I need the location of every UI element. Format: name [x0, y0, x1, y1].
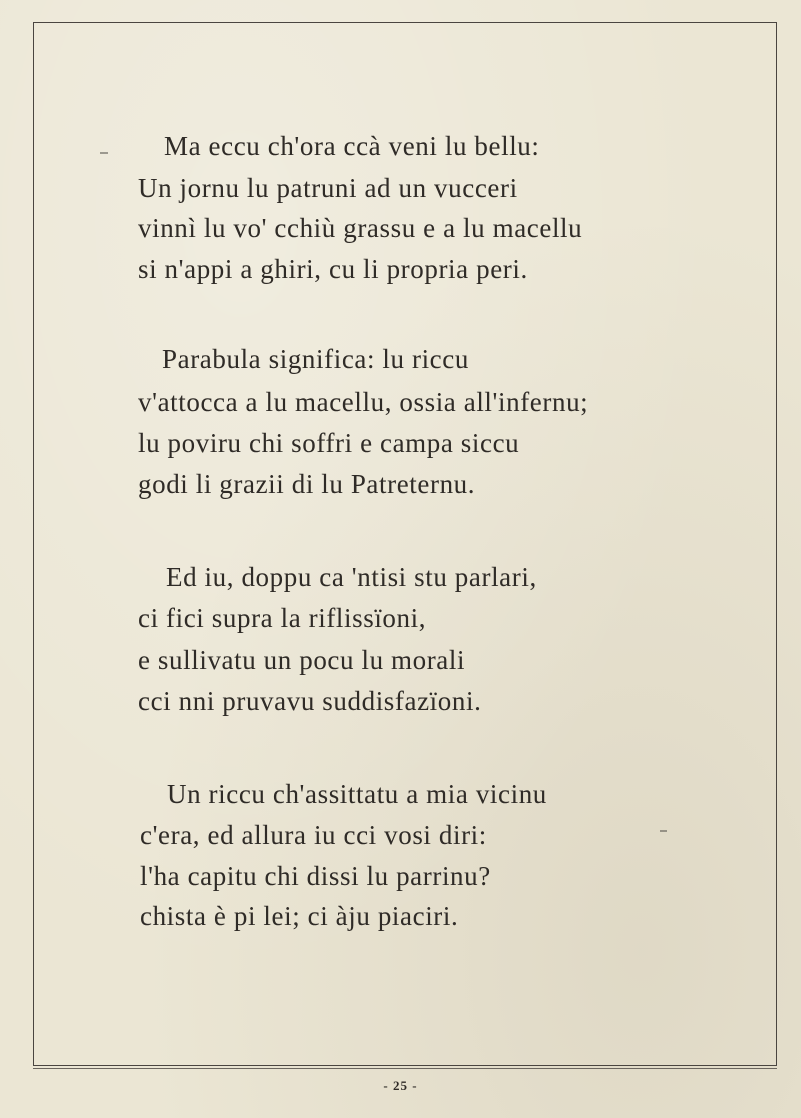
- poem-line: c'era, ed allura iu cci vosi diri:: [140, 820, 487, 850]
- poem-line: Ma eccu ch'ora ccà veni lu bellu:: [164, 131, 540, 161]
- poem-line: vinnì lu vo' cchiù grassu e a lu macellu: [138, 213, 583, 243]
- poem-line: chista è pi lei; ci àju piaciri.: [140, 901, 459, 931]
- poem-line: Ed iu, doppu ca 'ntisi stu parlari,: [166, 562, 537, 592]
- poem-line: Parabula significa: lu riccu: [162, 344, 469, 374]
- poem-line: godi li grazii di lu Patreternu.: [138, 469, 476, 499]
- poem-line: si n'appi a ghiri, cu li propria peri.: [138, 254, 528, 284]
- margin-mark: [100, 152, 108, 154]
- poem-line: v'attocca a lu macellu, ossia all'infernu;: [138, 387, 589, 417]
- poem-line: Un jornu lu patruni ad un vucceri: [138, 173, 518, 203]
- poem-line: cci nni pruvavu suddisfazïoni.: [138, 686, 482, 716]
- margin-mark: [660, 830, 667, 832]
- poem-line: e sullivatu un pocu lu morali: [138, 645, 466, 675]
- footer-rule: [33, 1068, 777, 1069]
- poem-line: lu poviru chi soffri e campa siccu: [138, 428, 520, 458]
- poem-line: ci fici supra la riflissïoni,: [138, 603, 427, 633]
- page-number: - 25 -: [383, 1078, 418, 1093]
- poem-line: l'ha capitu chi dissi lu parrinu?: [140, 861, 491, 891]
- poem-line: Un riccu ch'assittatu a mia vicinu: [167, 779, 547, 809]
